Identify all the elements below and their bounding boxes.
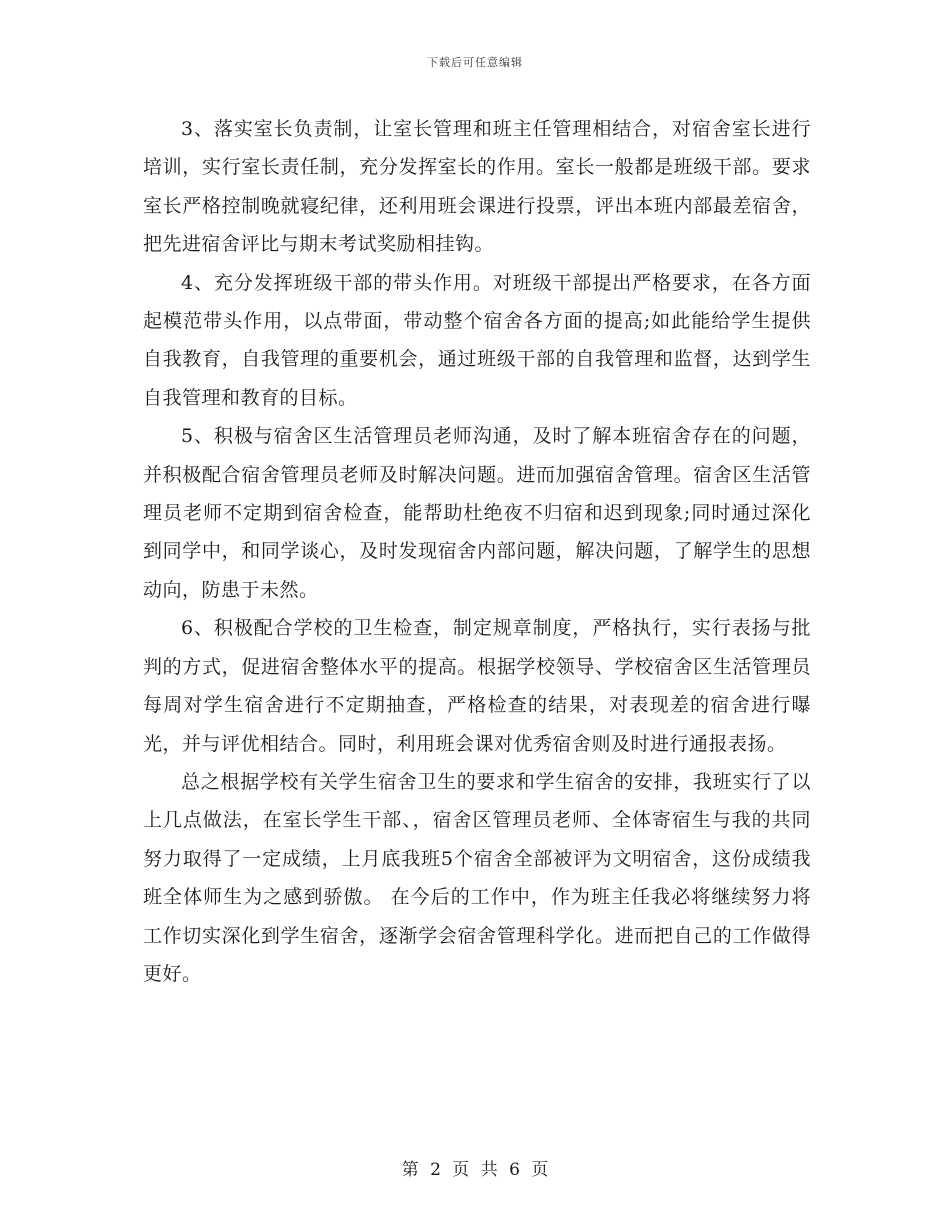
paragraph-item-6: 6、积极配合学校的卫生检查，制定规章制度，严格执行，实行表扬与批判的方式，促进宿舍整体水平的提高。根据学校领导、学校宿舍区生活管理员每周对学生宿舍进行不定期抽查，严格检查的结果，对表现差的宿舍进行曝光，并与评优相结合。同时，利用班会课对优秀宿舍则及时进行通报表扬。 <box>143 617 811 755</box>
paragraph-summary: 总之根据学校有关学生宿舍卫生的要求和学生宿舍的安排，我班实行了以上几点做法，在室长学生干部、，宿舍区管理员老师、全体寄宿生与我的共同努力取得了一定成绩，上月底我班5个宿舍全部被评为文明宿舍，这份成绩我班全体师生为之感到骄傲。 在今后的工作中，作为班主任我必将继续努力将工作切实深化到学生宿舍，逐渐学会宿舍管理科学化。进而把自己的工作做得更好。 <box>143 770 811 985</box>
paragraph-item-5: 5、积极与宿舍区生活管理员老师沟通，及时了解本班宿舍存在的问题，并积极配合宿舍管理员老师及时解决问题。进而加强宿舍管理。宿舍区生活管理员老师不定期到宿舍检查，能帮助杜绝夜不归宿和迟到现象;同时通过深化到同学中，和同学谈心，及时发现宿舍内部问题，解决问题，了解学生的思想动向，防患于未然。 <box>143 425 811 601</box>
paragraph-item-4: 4、充分发挥班级干部的带头作用。对班级干部提出严格要求，在各方面起模范带头作用，以点带面，带动整个宿舍各方面的提高;如此能给学生提供自我教育，自我管理的重要机会，通过班级干部的自我管理和监督，达到学生自我管理和教育的目标。 <box>143 271 811 409</box>
page-number: 第 2 页 共 6 页 <box>401 1160 549 1180</box>
header-note: 下载后可任意编辑 <box>427 56 523 69</box>
document-body <box>143 110 811 993</box>
paragraph-item-3: 3、落实室长负责制，让室长管理和班主任管理相结合，对宿舍室长进行培训，实行室长责任制，充分发挥室长的作用。室长一般都是班级干部。要求室长严格控制晚就寝纪律，还利用班会课进行投票，评出本班内部最差宿舍，把先进宿舍评比与期末考试奖励相挂钩。 <box>143 118 811 256</box>
